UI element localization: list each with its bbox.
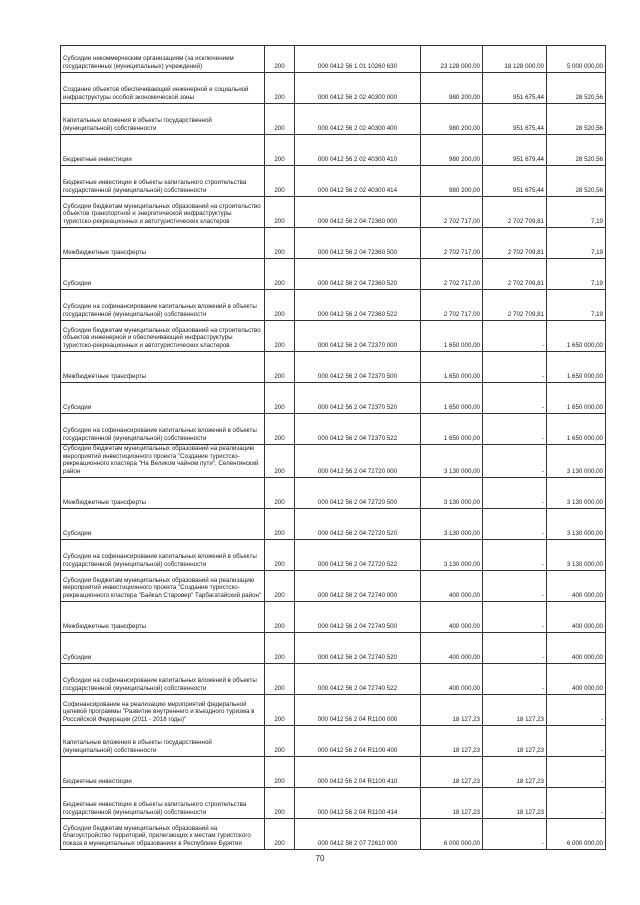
row-name: Бюджетные инвестиции	[61, 757, 265, 788]
table-row	[61, 352, 606, 383]
table-row	[61, 73, 606, 104]
table-row	[61, 445, 606, 478]
row-admin-code: 200	[265, 259, 295, 290]
row-admin-code: 200	[265, 726, 295, 757]
row-remainder-amount: 3 130 000,00	[547, 540, 606, 571]
row-budget-code: 000 0412 56 2 04 R1100 000	[295, 695, 421, 726]
row-name: Межбюджетные трансферты	[61, 228, 265, 259]
table-row	[61, 259, 606, 290]
row-executed-amount: 951 679,44	[483, 135, 547, 166]
row-budget-code: 000 0412 56 2 04 72370 500	[295, 352, 421, 383]
table-row	[61, 46, 606, 73]
row-admin-code: 200	[265, 166, 295, 197]
row-executed-amount: 2 702 709,81	[483, 259, 547, 290]
row-budget-code: 000 0412 56 2 04 72720 500	[295, 478, 421, 509]
row-remainder-amount: 400 000,00	[547, 664, 606, 695]
row-name: Капитальные вложения в объекты государственной (муниципальной) собственности	[61, 726, 265, 757]
row-executed-amount: -	[483, 352, 547, 383]
row-remainder-amount: 28 520,56	[547, 166, 606, 197]
row-admin-code: 200	[265, 383, 295, 414]
row-budget-code: 000 0412 56 2 04 72740 522	[295, 664, 421, 695]
row-remainder-amount: -	[547, 788, 606, 819]
table-row	[61, 788, 606, 819]
row-budget-code: 000 0412 56 2 04 R1100 400	[295, 726, 421, 757]
row-admin-code: 200	[265, 633, 295, 664]
row-executed-amount: 2 702 709,81	[483, 228, 547, 259]
row-executed-amount: -	[483, 321, 547, 352]
row-name: Субсидии	[61, 259, 265, 290]
row-plan-amount: 18 127,23	[421, 695, 483, 726]
row-name: Межбюджетные трансферты	[61, 478, 265, 509]
row-budget-code: 000 0412 56 2 04 72740 000	[295, 571, 421, 602]
row-admin-code: 200	[265, 414, 295, 445]
row-executed-amount: 951 675,44	[483, 73, 547, 104]
row-budget-code: 000 0412 56 2 04 72360 522	[295, 290, 421, 321]
row-remainder-amount: 1 650 000,00	[547, 414, 606, 445]
row-budget-code: 000 0412 56 2 04 72740 520	[295, 633, 421, 664]
row-admin-code: 200	[265, 509, 295, 540]
table-row	[61, 228, 606, 259]
row-plan-amount: 400 000,00	[421, 571, 483, 602]
row-budget-code: 000 0412 56 2 04 72720 522	[295, 540, 421, 571]
row-budget-code: 000 0412 56 2 04 R1100 410	[295, 757, 421, 788]
row-budget-code: 000 0412 56 2 02 40300 400	[295, 104, 421, 135]
row-executed-amount: -	[483, 602, 547, 633]
row-name: Капитальные вложения в объекты государственной (муниципальной) собственности	[61, 104, 265, 135]
row-admin-code: 200	[265, 664, 295, 695]
row-remainder-amount: 6 000 000,00	[547, 819, 606, 850]
row-name: Субсидии	[61, 383, 265, 414]
row-admin-code: 200	[265, 540, 295, 571]
row-budget-code: 000 0412 56 2 04 72370 520	[295, 383, 421, 414]
row-budget-code: 000 0412 56 2 02 40300 000	[295, 73, 421, 104]
row-executed-amount: 18 127,23	[483, 695, 547, 726]
row-name: Субсидии бюджетам муниципальных образований на строительство объектов инженерной и обеспечивающей инфраструктуры туристско-рекреационных и автотуристических кластеров	[61, 321, 265, 352]
row-plan-amount: 1 650 000,00	[421, 321, 483, 352]
row-name: Субсидии бюджетам муниципальных образований на благоустройство территорий, прилегающих к местам туристского показа в муниципальных образованиях в Республике Бурятия	[61, 819, 265, 850]
row-plan-amount: 6 000 000,00	[421, 819, 483, 850]
row-executed-amount: -	[483, 540, 547, 571]
row-plan-amount: 980 200,00	[421, 73, 483, 104]
row-executed-amount: 951 675,44	[483, 104, 547, 135]
table-row	[61, 819, 606, 850]
row-remainder-amount: -	[547, 757, 606, 788]
row-name: Субсидии на софинансирование капитальных вложений в объекты государственной (муниципальной) собственности	[61, 290, 265, 321]
row-budget-code: 000 0412 56 2 02 40300 414	[295, 166, 421, 197]
row-admin-code: 200	[265, 321, 295, 352]
row-executed-amount: 18 128 000,00	[483, 46, 547, 73]
table-row	[61, 414, 606, 445]
table-row	[61, 197, 606, 228]
table-row	[61, 104, 606, 135]
row-plan-amount: 980 200,00	[421, 104, 483, 135]
row-plan-amount: 18 127,23	[421, 757, 483, 788]
row-name: Создание объектов обеспечивающей инженерной и социальной инфраструктуры особой экономической зоны	[61, 73, 265, 104]
row-plan-amount: 400 000,00	[421, 602, 483, 633]
row-name: Субсидии бюджетам муниципальных образований на строительство объектов транспортной и энергетической инфраструктуры туристско-рекреационных и автотуристических кластеров	[61, 197, 265, 228]
row-plan-amount: 3 130 000,00	[421, 478, 483, 509]
row-executed-amount: 2 702 709,81	[483, 197, 547, 228]
row-admin-code: 200	[265, 445, 295, 478]
row-executed-amount: -	[483, 383, 547, 414]
table-row	[61, 757, 606, 788]
row-plan-amount: 980 200,00	[421, 166, 483, 197]
row-admin-code: 200	[265, 695, 295, 726]
row-executed-amount: -	[483, 664, 547, 695]
row-remainder-amount: 400 000,00	[547, 571, 606, 602]
row-name: Субсидии на софинансирование капитальных вложений в объекты государственной (муниципальной) собственности	[61, 540, 265, 571]
row-admin-code: 200	[265, 757, 295, 788]
row-admin-code: 200	[265, 104, 295, 135]
table-row	[61, 695, 606, 726]
row-remainder-amount: 5 000 000,00	[547, 46, 606, 73]
row-remainder-amount: 3 130 000,00	[547, 445, 606, 478]
row-name: Межбюджетные трансферты	[61, 602, 265, 633]
row-remainder-amount: -	[547, 726, 606, 757]
row-plan-amount: 980 200,00	[421, 135, 483, 166]
budget-execution-table	[60, 45, 606, 850]
row-name: Субсидии	[61, 509, 265, 540]
row-name: Софинансирование на реализацию мероприятий федеральной целевой программы "Развитие внутреннего и въездного туризма в Российской Федерации (2011 - 2018 годы)"	[61, 695, 265, 726]
row-name: Субсидии на софинансирование капитальных вложений в объекты государственной (муниципальной) собственности	[61, 664, 265, 695]
row-budget-code: 000 0412 56 2 04 72740 500	[295, 602, 421, 633]
row-plan-amount: 3 130 000,00	[421, 509, 483, 540]
row-budget-code: 000 0412 56 2 04 72360 000	[295, 197, 421, 228]
row-plan-amount: 18 127,23	[421, 788, 483, 819]
row-admin-code: 200	[265, 819, 295, 850]
table-row	[61, 509, 606, 540]
row-admin-code: 200	[265, 352, 295, 383]
row-plan-amount: 18 127,23	[421, 726, 483, 757]
row-plan-amount: 1 650 000,00	[421, 383, 483, 414]
row-admin-code: 200	[265, 788, 295, 819]
row-executed-amount: -	[483, 445, 547, 478]
row-executed-amount: -	[483, 571, 547, 602]
row-admin-code: 200	[265, 46, 295, 73]
row-plan-amount: 3 130 000,00	[421, 445, 483, 478]
row-name: Субсидии на софинансирование капитальных вложений в объекты государственной (муниципальной) собственности	[61, 414, 265, 445]
row-executed-amount: -	[483, 414, 547, 445]
row-budget-code: 000 0412 56 2 04 72360 500	[295, 228, 421, 259]
table-row	[61, 664, 606, 695]
row-remainder-amount: 3 130 000,00	[547, 478, 606, 509]
row-remainder-amount: 7,19	[547, 290, 606, 321]
row-admin-code: 200	[265, 478, 295, 509]
table-row	[61, 290, 606, 321]
row-plan-amount: 2 702 717,00	[421, 197, 483, 228]
row-budget-code: 000 0412 56 2 04 72720 520	[295, 509, 421, 540]
row-admin-code: 200	[265, 228, 295, 259]
table-row	[61, 383, 606, 414]
row-executed-amount: 951 675,44	[483, 166, 547, 197]
row-name: Бюджетные инвестиции	[61, 135, 265, 166]
row-name: Бюджетные инвестиции в объекты капитального строительства государственной (муниципальной) собственности	[61, 166, 265, 197]
row-remainder-amount: 1 650 000,00	[547, 352, 606, 383]
table-row	[61, 540, 606, 571]
row-name: Субсидии бюджетам муниципальных образований на реализацию мероприятий инвестиционного проекта "Создание туристско-рекреационного кластера "Байкал Старовер" Тарбагатайский район"	[61, 571, 265, 602]
table-row	[61, 571, 606, 602]
row-plan-amount: 1 650 000,00	[421, 414, 483, 445]
row-admin-code: 200	[265, 602, 295, 633]
row-remainder-amount: -	[547, 695, 606, 726]
row-executed-amount: -	[483, 509, 547, 540]
row-remainder-amount: 7,19	[547, 228, 606, 259]
row-plan-amount: 2 702 717,00	[421, 290, 483, 321]
row-budget-code: 000 0412 56 2 04 72360 520	[295, 259, 421, 290]
row-budget-code: 000 0412 56 2 04 72720 000	[295, 445, 421, 478]
row-executed-amount: -	[483, 478, 547, 509]
row-plan-amount: 400 000,00	[421, 664, 483, 695]
row-admin-code: 200	[265, 290, 295, 321]
row-remainder-amount: 7,19	[547, 259, 606, 290]
row-budget-code: 000 0412 56 2 04 R1100 414	[295, 788, 421, 819]
row-executed-amount: 18 127,23	[483, 726, 547, 757]
row-executed-amount: 18 127,23	[483, 757, 547, 788]
row-plan-amount: 2 702 717,00	[421, 259, 483, 290]
row-executed-amount: 2 702 709,81	[483, 290, 547, 321]
row-remainder-amount: 3 130 000,00	[547, 509, 606, 540]
row-budget-code: 000 0412 56 1 01 10260 630	[295, 46, 421, 73]
row-remainder-amount: 400 000,00	[547, 602, 606, 633]
table-row	[61, 602, 606, 633]
row-admin-code: 200	[265, 135, 295, 166]
table-row	[61, 321, 606, 352]
row-remainder-amount: 1 650 000,00	[547, 321, 606, 352]
row-admin-code: 200	[265, 197, 295, 228]
row-executed-amount: 18 127,23	[483, 788, 547, 819]
row-budget-code: 000 0412 56 2 02 40300 410	[295, 135, 421, 166]
row-plan-amount: 23 128 000,00	[421, 46, 483, 73]
row-budget-code: 000 0412 56 2 04 72370 522	[295, 414, 421, 445]
table-row	[61, 633, 606, 664]
row-name: Субсидии некоммерческим организациям (за исключением государственных (муниципальных) учреждений)	[61, 46, 265, 73]
row-remainder-amount: 28 520,56	[547, 104, 606, 135]
table-row	[61, 135, 606, 166]
row-plan-amount: 3 130 000,00	[421, 540, 483, 571]
row-plan-amount: 400 000,00	[421, 633, 483, 664]
table-row	[61, 726, 606, 757]
row-remainder-amount: 28 520,56	[547, 135, 606, 166]
row-name: Субсидии бюджетам муниципальных образований на реализацию мероприятий инвестиционного проекта "Создание туристско-рекреационного кластера "На Великом чайном пути", Селенгинский район	[61, 445, 265, 478]
page-number: 70	[315, 854, 325, 863]
row-budget-code: 000 0412 56 2 04 72370 000	[295, 321, 421, 352]
row-executed-amount: -	[483, 633, 547, 664]
row-budget-code: 000 0412 56 2 07 72610 000	[295, 819, 421, 850]
row-plan-amount: 1 650 000,00	[421, 352, 483, 383]
row-remainder-amount: 7,19	[547, 197, 606, 228]
table-row	[61, 166, 606, 197]
row-admin-code: 200	[265, 571, 295, 602]
table-row	[61, 478, 606, 509]
row-name: Межбюджетные трансферты	[61, 352, 265, 383]
row-name: Субсидии	[61, 633, 265, 664]
row-plan-amount: 2 702 717,00	[421, 228, 483, 259]
row-remainder-amount: 28 520,56	[547, 73, 606, 104]
row-name: Бюджетные инвестиции в объекты капитального строительства государственной (муниципальной) собственности	[61, 788, 265, 819]
row-remainder-amount: 1 650 000,00	[547, 383, 606, 414]
row-executed-amount: -	[483, 819, 547, 850]
row-admin-code: 200	[265, 73, 295, 104]
row-remainder-amount: 400 000,00	[547, 633, 606, 664]
